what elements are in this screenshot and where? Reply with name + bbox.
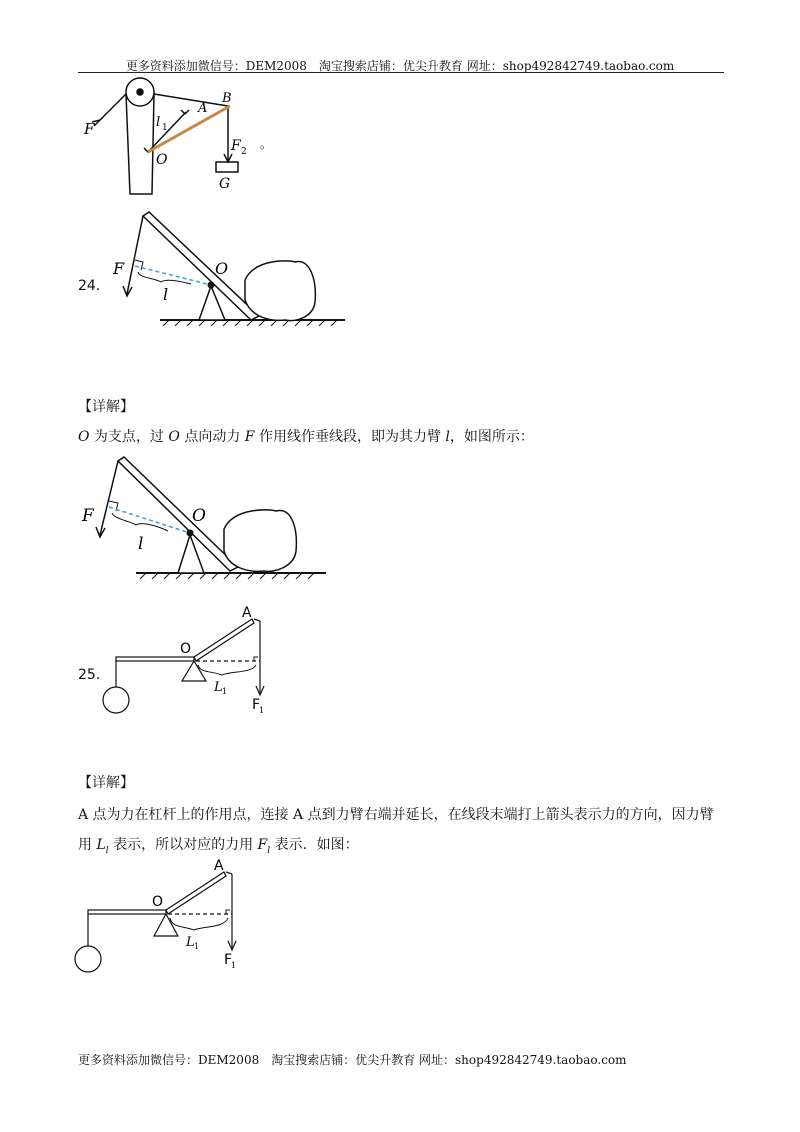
arm-end-cap <box>254 619 260 621</box>
arm-brace <box>198 665 256 675</box>
page-footer: 更多资料添加微信号：DEM2008 淘宝搜索店铺：优尖升教育 网址：shop492842749.taobao.com <box>78 1053 627 1067</box>
label-l: l <box>138 534 144 554</box>
figure-23-pulley-lever <box>78 76 298 196</box>
lever-bar <box>143 212 259 320</box>
label-F1: F <box>224 952 233 968</box>
label-B: B <box>222 91 232 106</box>
lever-right-arm <box>166 872 226 914</box>
label-F1: F <box>252 697 261 713</box>
label-A: A <box>214 858 224 874</box>
arm-brace <box>112 513 168 531</box>
label-L1-sub: 1 <box>194 942 200 951</box>
lever-right-arm <box>194 619 254 661</box>
page-header: 更多资料添加微信号：DEM2008 淘宝搜索店铺：优尖升教育 网址：shop492842749.taobao.com <box>125 59 675 73</box>
detail-text-25-line1: A 点为力在杠杆上的作用点，连接 A 点到力臂右端并延长，在线段末端打上箭头表示力的方向，因力臂 <box>78 807 714 823</box>
header-divider <box>78 72 724 73</box>
question-number-25: 25． <box>78 667 110 683</box>
label-F1-sub: 1 <box>259 706 265 715</box>
pivot-O <box>187 530 194 537</box>
hanging-ball <box>75 946 101 972</box>
lever-bar <box>118 457 238 571</box>
label-F2-sub: 2 <box>241 147 247 157</box>
figure-25-answer-lever <box>72 856 252 976</box>
label-A: A <box>242 605 252 621</box>
arm-end-cap <box>226 872 232 874</box>
label-A: A <box>198 101 208 116</box>
label-L1: L <box>186 935 195 950</box>
label-F2: F <box>231 138 241 154</box>
lever-OB <box>148 106 230 152</box>
label-O: O <box>192 506 206 526</box>
question-number-24: 24． <box>78 278 110 294</box>
label-l1-sub: 1 <box>162 123 168 133</box>
detail-label-24: 【详解】 <box>78 399 134 415</box>
lever-left-arm <box>88 910 166 914</box>
label-F1-sub: 1 <box>231 961 237 970</box>
label-O: O <box>180 641 192 657</box>
pulley-stand <box>126 94 154 194</box>
force-F-line <box>127 216 143 294</box>
rock <box>245 261 315 321</box>
arm-brace <box>170 918 228 930</box>
label-G: G <box>219 176 231 192</box>
trailing-dot: 。 <box>260 137 273 151</box>
figure-25-lever <box>100 605 280 725</box>
figure-24-lever-rock <box>105 210 345 330</box>
label-l: l <box>163 285 169 304</box>
label-F: F <box>82 506 94 526</box>
label-F: F <box>84 120 95 138</box>
label-L1: L <box>214 680 223 695</box>
force-F-line <box>100 461 118 535</box>
label-O: O <box>152 894 164 910</box>
detail-text-24: O 为支点，过 O 点向动力 F 作用线作垂线段，即为其力臂 l，如图所示： <box>78 429 534 445</box>
label-l1: l <box>156 115 161 130</box>
detail-text-25-line2: 用 $L_l$ 表示，所以对应的力用 $F_l$ 表示．如图： <box>78 837 359 856</box>
rope-to-B <box>154 94 228 106</box>
detail-label-25: 【详解】 <box>78 775 134 791</box>
label-O: O <box>156 152 168 168</box>
fulcrum <box>154 914 178 936</box>
right-angle-mark <box>135 260 143 270</box>
label-O: O <box>215 259 229 278</box>
pulley-axle <box>137 89 143 95</box>
pivot-O <box>208 282 215 289</box>
label-F: F <box>113 259 125 278</box>
label-L1-sub: 1 <box>222 687 228 696</box>
weight-G <box>216 162 238 172</box>
lever-left-arm <box>116 657 194 661</box>
rock <box>224 510 296 572</box>
figure-24-answer-lever-rock <box>78 455 338 585</box>
rope-to-F <box>100 94 126 120</box>
fulcrum <box>182 661 206 681</box>
hanging-ball <box>103 687 129 713</box>
